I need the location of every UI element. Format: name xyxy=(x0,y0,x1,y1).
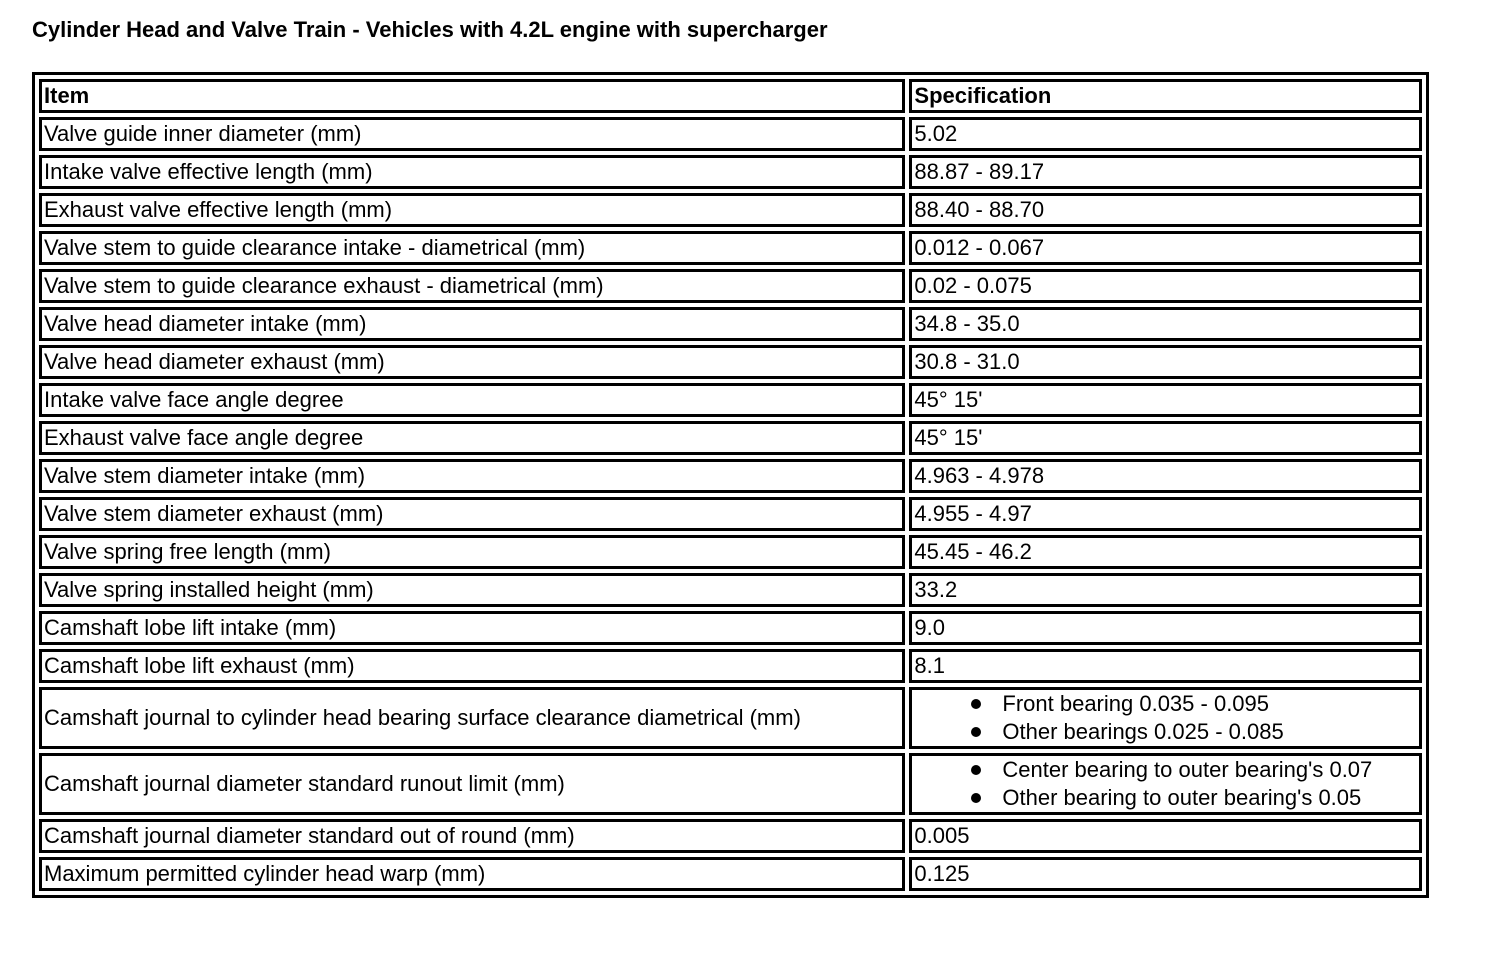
specification-bullet-list xyxy=(914,756,1419,812)
item-cell: Exhaust valve face angle degree xyxy=(39,421,905,455)
item-cell: Valve head diameter intake (mm) xyxy=(39,307,905,341)
specification-cell xyxy=(909,753,1422,815)
table-row xyxy=(39,307,1422,341)
specification-bullet-item: Center bearing to outer bearing's 0.07 xyxy=(1002,756,1419,784)
table-row xyxy=(39,117,1422,151)
item-cell: Camshaft journal diameter standard runout limit (mm) xyxy=(39,753,905,815)
header-specification: Specification xyxy=(909,79,1422,113)
table-row xyxy=(39,857,1422,891)
specification-cell: 88.40 - 88.70 xyxy=(909,193,1422,227)
table-row xyxy=(39,819,1422,853)
item-cell: Valve stem diameter intake (mm) xyxy=(39,459,905,493)
item-cell: Exhaust valve effective length (mm) xyxy=(39,193,905,227)
specification-cell: 45° 15' xyxy=(909,421,1422,455)
header-item: Item xyxy=(39,79,905,113)
table-row xyxy=(39,611,1422,645)
item-cell: Intake valve face angle degree xyxy=(39,383,905,417)
specification-cell: 45° 15' xyxy=(909,383,1422,417)
table-row xyxy=(39,687,1422,749)
table-header-row xyxy=(39,79,1422,113)
table-row xyxy=(39,753,1422,815)
item-cell: Camshaft journal diameter standard out of round (mm) xyxy=(39,819,905,853)
specification-cell: 0.02 - 0.075 xyxy=(909,269,1422,303)
table-row xyxy=(39,573,1422,607)
table-row xyxy=(39,459,1422,493)
specification-bullet-list xyxy=(914,690,1419,746)
item-cell: Valve head diameter exhaust (mm) xyxy=(39,345,905,379)
table-row xyxy=(39,421,1422,455)
table-row xyxy=(39,231,1422,265)
specification-cell: 0.005 xyxy=(909,819,1422,853)
table-row xyxy=(39,193,1422,227)
table-row xyxy=(39,383,1422,417)
specification-cell: 0.012 - 0.067 xyxy=(909,231,1422,265)
item-cell: Maximum permitted cylinder head warp (mm) xyxy=(39,857,905,891)
specification-cell: 0.125 xyxy=(909,857,1422,891)
table-row xyxy=(39,649,1422,683)
item-cell: Valve spring free length (mm) xyxy=(39,535,905,569)
item-cell: Camshaft journal to cylinder head bearing surface clearance diametrical (mm) xyxy=(39,687,905,749)
specification-cell: 33.2 xyxy=(909,573,1422,607)
specification-bullet-item: Other bearings 0.025 - 0.085 xyxy=(1002,718,1419,746)
table-row xyxy=(39,155,1422,189)
specification-cell: 9.0 xyxy=(909,611,1422,645)
specification-cell: 4.955 - 4.97 xyxy=(909,497,1422,531)
table-row xyxy=(39,535,1422,569)
specification-cell: 8.1 xyxy=(909,649,1422,683)
item-cell: Valve spring installed height (mm) xyxy=(39,573,905,607)
page-title: Cylinder Head and Valve Train - Vehicles with 4.2L engine with supercharger xyxy=(32,17,828,42)
item-cell: Camshaft lobe lift intake (mm) xyxy=(39,611,905,645)
item-cell: Valve guide inner diameter (mm) xyxy=(39,117,905,151)
specification-cell: 34.8 - 35.0 xyxy=(909,307,1422,341)
item-cell: Valve stem to guide clearance intake - diametrical (mm) xyxy=(39,231,905,265)
table-body xyxy=(39,117,1422,891)
specification-bullet-item: Front bearing 0.035 - 0.095 xyxy=(1002,690,1419,718)
specification-cell: 4.963 - 4.978 xyxy=(909,459,1422,493)
item-cell: Valve stem to guide clearance exhaust - diametrical (mm) xyxy=(39,269,905,303)
item-cell: Camshaft lobe lift exhaust (mm) xyxy=(39,649,905,683)
specification-bullet-item: Other bearing to outer bearing's 0.05 xyxy=(1002,784,1419,812)
table-row xyxy=(39,269,1422,303)
table-row xyxy=(39,345,1422,379)
item-cell: Intake valve effective length (mm) xyxy=(39,155,905,189)
spec-table xyxy=(32,72,1429,898)
item-cell: Valve stem diameter exhaust (mm) xyxy=(39,497,905,531)
table-row xyxy=(39,497,1422,531)
specification-cell: 88.87 - 89.17 xyxy=(909,155,1422,189)
specification-cell: 5.02 xyxy=(909,117,1422,151)
specification-cell xyxy=(909,687,1422,749)
specification-cell: 45.45 - 46.2 xyxy=(909,535,1422,569)
specification-cell: 30.8 - 31.0 xyxy=(909,345,1422,379)
